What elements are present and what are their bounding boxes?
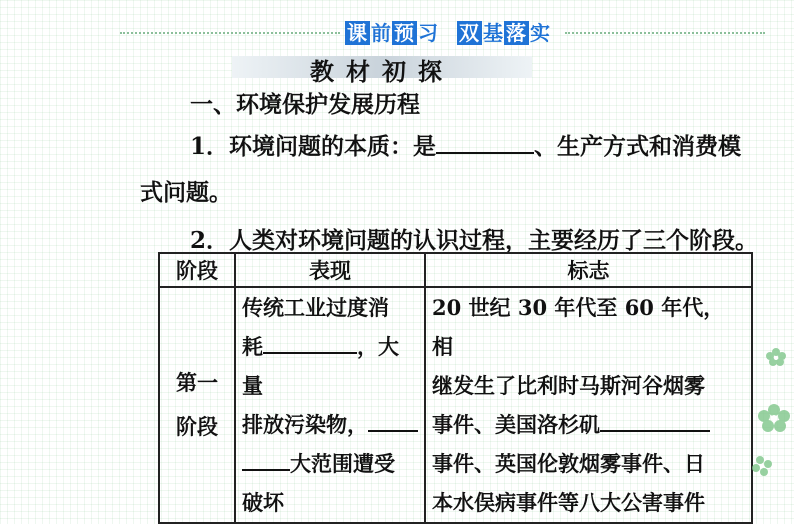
section-heading: 一、环境保护发展历程 — [190, 92, 420, 118]
banner-rule-left — [120, 32, 340, 34]
fill-blank[interactable] — [600, 430, 710, 432]
banner-left: 课 前 预 习 — [347, 20, 439, 45]
fill-blank[interactable] — [436, 152, 534, 154]
section-banner — [345, 18, 551, 44]
paragraph-1-continued: 式问题。 — [140, 179, 232, 206]
history-table — [158, 252, 753, 524]
paragraph-2: 2．人类对环境问题的认识过程，主要经历了三个阶段。 — [190, 227, 759, 254]
subhead-title: 教材初探 — [310, 57, 454, 86]
table-header-row — [159, 253, 752, 287]
paragraph-1: 1．环境问题的本质：是 、生产方式和消费模 — [190, 133, 742, 160]
column-header-marker: 标志 — [425, 253, 752, 287]
column-header-stage: 阶段 — [159, 253, 235, 287]
banner-rule-right — [565, 32, 765, 34]
marker-cell: 20 世纪 30 年代至 60 年代，相 继发生了比利时马斯河谷烟雾 事件、美国洛杉矶 事件、英国伦敦烟雾事件、日 本水俣病事件等八大公害事件 — [425, 287, 752, 523]
table-row — [159, 287, 752, 523]
banner-right: 双 基 落 实 — [459, 20, 551, 45]
flower-decoration-icon — [744, 340, 794, 490]
performance-cell: 传统工业过度消 耗 ，大量 排放污染物， 大范围遭受 破坏 — [235, 287, 425, 523]
fill-blank[interactable] — [368, 430, 418, 432]
fill-blank[interactable] — [263, 352, 357, 354]
column-header-performance: 表现 — [235, 253, 425, 287]
fill-blank[interactable] — [242, 469, 290, 471]
stage-cell: 第一 阶段 — [159, 287, 235, 523]
